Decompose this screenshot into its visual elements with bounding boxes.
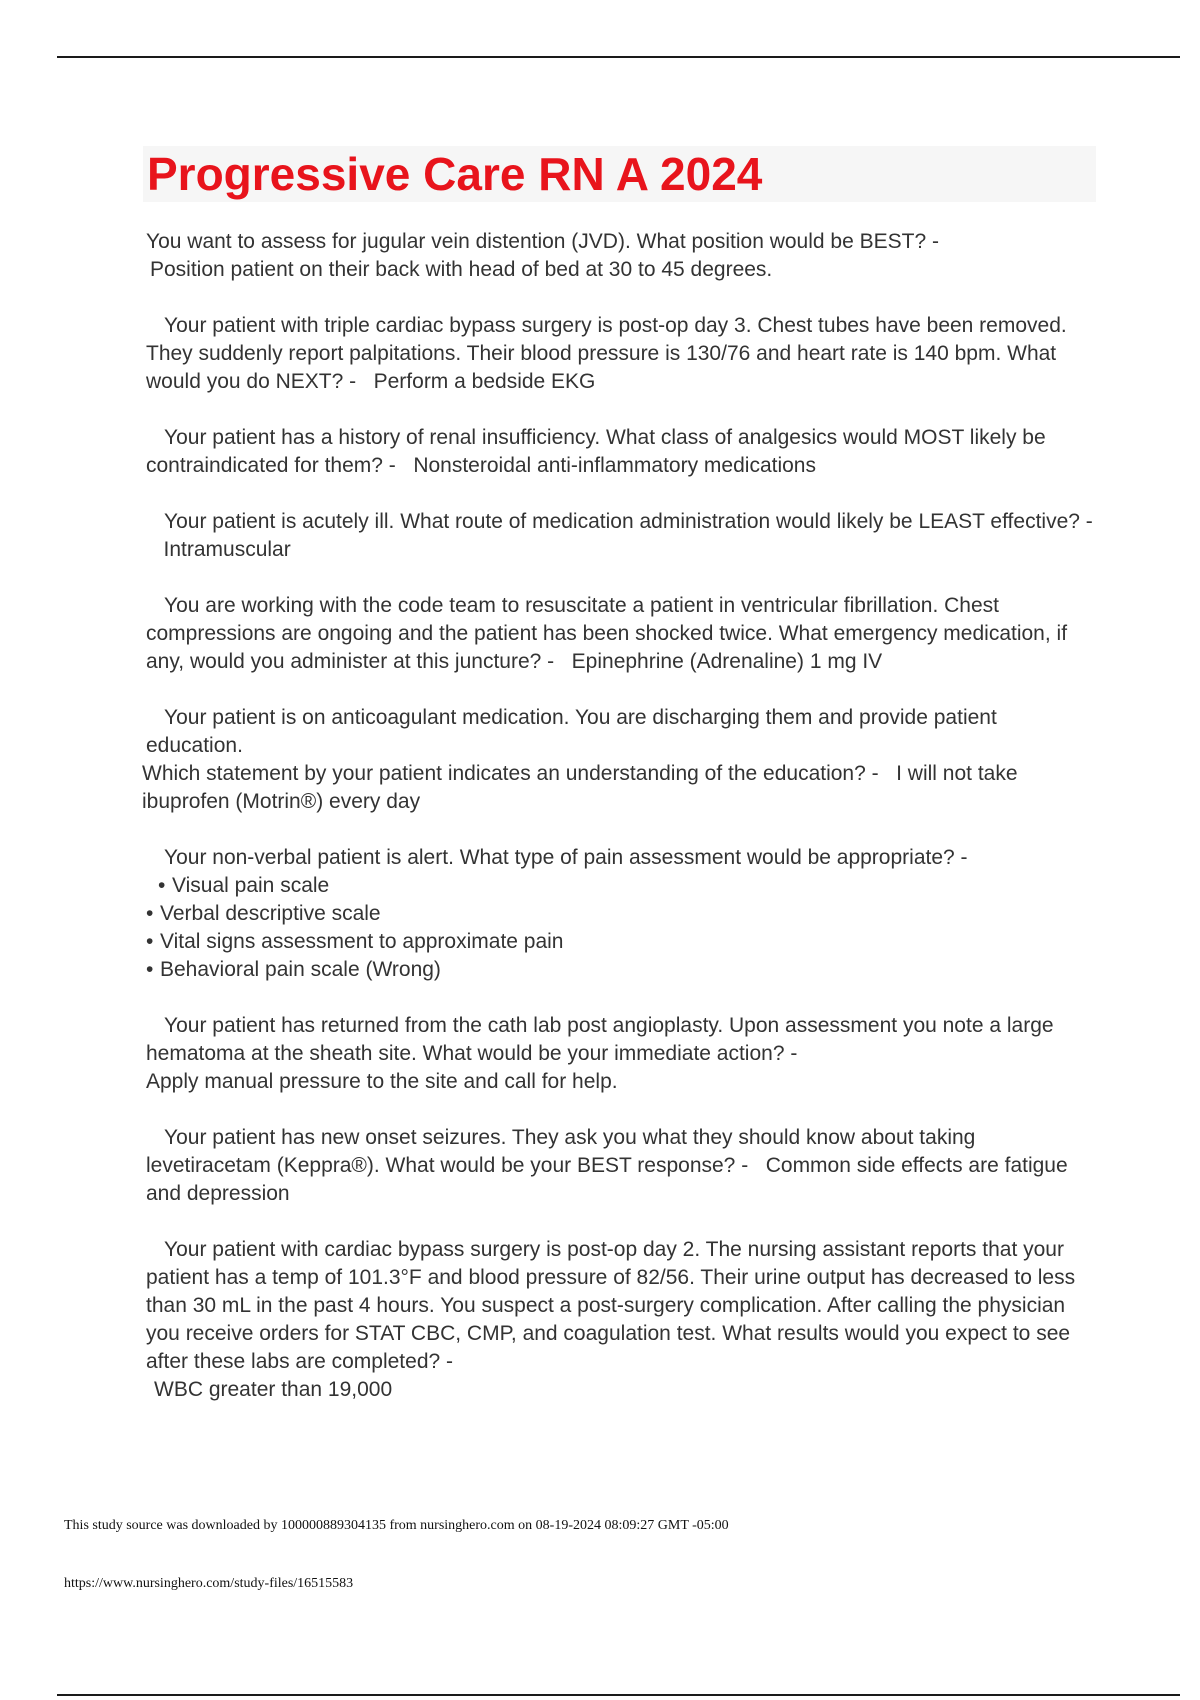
qa-item-2 — [146, 312, 1096, 396]
answer-text: Apply manual pressure to the site and call for help. — [146, 1070, 618, 1093]
qa-item-10 — [146, 1236, 1096, 1404]
answer-text: Epinephrine (Adrenaline) 1 mg IV — [571, 650, 883, 673]
qa-item-8 — [146, 1012, 1096, 1096]
question-text: Your patient has returned from the cath lab post angioplasty. Upon assessment you note a large hematoma at the sheath site. What would be your immediate action? - — [146, 1014, 1054, 1065]
answer-text: WBC greater than 19,000 — [154, 1378, 393, 1401]
list-item: • Verbal descriptive scale — [146, 902, 381, 925]
qa-item-9 — [146, 1124, 1096, 1208]
question-text: Your patient has new onset seizures. They ask you what they should know about taking levetiracetam (Keppra®). What would be your BEST response? - — [146, 1126, 976, 1177]
top-rule — [57, 56, 1180, 58]
question-text: Your patient is on anticoagulant medication. You are discharging them and provide patient education. — [146, 706, 997, 757]
qa-item-6 — [142, 704, 1096, 816]
question-text-cont: Which statement by your patient indicates an understanding of the education? - — [142, 762, 879, 785]
qa-item-3 — [146, 424, 1096, 480]
question-text: You are working with the code team to resuscitate a patient in ventricular fibrillation. Chest compressions are ongoing and the patient has been shocked twice. What emergency medication, if any, would you administer at this juncture? - — [146, 594, 1068, 673]
document-title: Progressive Care RN A 2024 — [147, 148, 763, 200]
qa-item-7 — [146, 844, 1096, 984]
answer-options — [146, 872, 1096, 984]
question-text: You want to assess for jugular vein distention (JVD). What position would be BEST? - — [146, 230, 939, 253]
list-item: • Visual pain scale — [158, 874, 330, 897]
question-text: Your patient is acutely ill. What route of medication administration would likely be LEAST effective? - — [164, 510, 1093, 533]
answer-text: Position patient on their back with head of bed at 30 to 45 degrees. — [150, 258, 773, 281]
qa-item-4 — [146, 508, 1096, 564]
answer-text: I will not take ibuprofen (Motrin®) every day — [142, 762, 1018, 813]
question-text: Your patient has a history of renal insufficiency. What class of analgesics would MOST likely be contraindicated for them? - — [146, 426, 1046, 477]
question-text: Your patient with triple cardiac bypass surgery is post-op day 3. Chest tubes have been removed. They suddenly report palpitations. Their blood pressure is 130/76 and heart rate is 140 bpm. What would you do NEXT? - — [146, 314, 1067, 393]
list-item: • Behavioral pain scale (Wrong) — [146, 958, 441, 981]
qa-item-1 — [146, 228, 1096, 284]
question-text: Your non-verbal patient is alert. What type of pain assessment would be appropriate? - — [164, 846, 968, 869]
qa-content — [142, 228, 1096, 1432]
answer-text: Nonsteroidal anti-inflammatory medications — [413, 454, 816, 477]
bottom-rule — [57, 1694, 1180, 1696]
download-notice: This study source was downloaded by 100000889304135 from nursinghero.com on 08-19-2024 08:09:27 GMT -05:00 — [64, 1518, 729, 1533]
question-text: Your patient with cardiac bypass surgery is post-op day 2. The nursing assistant reports that your patient has a temp of 101.3°F and blood pressure of 82/56. Their urine output has decreased to less than 30 mL in the past 4 hours. You suspect a post-surgery complication. After calling the physician you receive orders for STAT CBC, CMP, and coagulation test. What results would you expect to see after these labs are completed? - — [146, 1238, 1076, 1373]
answer-text: Common side effects are fatigue and depression — [146, 1154, 1068, 1205]
list-item: • Vital signs assessment to approximate pain — [146, 930, 564, 953]
answer-text: Perform a bedside EKG — [373, 370, 596, 393]
source-url: https://www.nursinghero.com/study-files/16515583 — [64, 1576, 354, 1591]
qa-item-5 — [146, 592, 1096, 676]
answer-text: Intramuscular — [163, 538, 291, 561]
